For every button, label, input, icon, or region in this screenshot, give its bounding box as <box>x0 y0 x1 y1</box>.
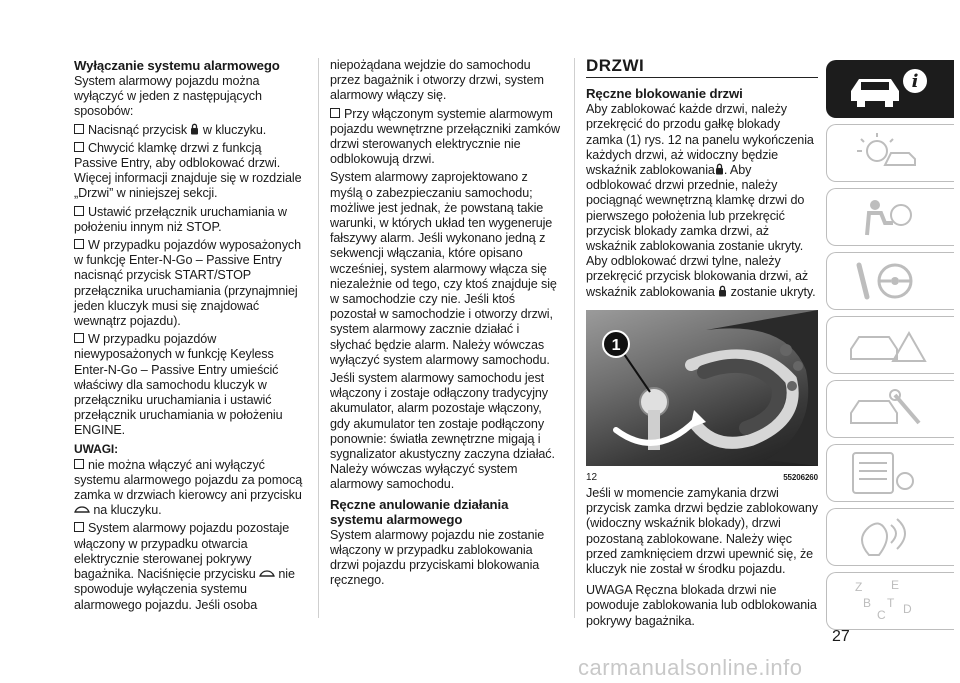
trunk-icon <box>259 569 275 579</box>
lock-indicator-icon <box>718 285 727 297</box>
bullet-item: Przy włączonym systemie alarmowym pojazdu wewnętrzne przełączniki zamków drzwi sterowanych elektrycznie nie odblokowują drzwi. <box>330 106 560 167</box>
tools-car-icon <box>845 387 935 431</box>
svg-text:B: B <box>863 596 872 610</box>
paragraph: Aby zablokować każde drzwi, należy przekręcić do przodu gałkę blokady zamka (1) rys. 12 na panelu wykończenia każdych drzwi, aż widoczny będzie wskaźnik zablokowania . Aby odblokować drzwi przednie, należy pociągnąć wewnętrzną klamkę drzwi do pierwszego położenia lub przekręcić przycisk blokady zamka drzwi, aż wskaźnik zablokowania zostanie ukryty. Aby odblokować drzwi tylne, należy przekręcić przycisk blokowania drzwi, aż wskaźnik zablokowania zostanie ukryty. <box>586 102 816 299</box>
figure-code: 55206260 <box>783 472 818 482</box>
trunk-icon <box>74 505 90 515</box>
bullet-square-icon <box>74 239 84 249</box>
warning-car-icon <box>845 323 935 367</box>
note-paragraph: UWAGA Ręczna blokada drzwi nie powoduje zablokowania lub odblokowania pokrywy bagażnika. <box>586 583 817 628</box>
lock-icon <box>190 123 199 135</box>
maintenance-list-icon <box>845 451 935 495</box>
chapter-tabs <box>826 60 954 636</box>
dashboard-lights-icon <box>845 131 935 175</box>
tab-emergency[interactable] <box>826 316 954 374</box>
paragraph: System alarmowy pojazdu nie zostanie włączony w przypadku zablokowania drzwi pojazdu przyciskami blokowania ręcznego. <box>330 527 545 588</box>
car-info-icon <box>845 67 935 111</box>
column-divider <box>574 58 575 618</box>
paragraph: niepożądana wejdzie do samochodu przez bagażnik i otworzy drzwi, system alarmowy włączy się. <box>330 58 544 103</box>
bullet-item: System alarmowy pojazdu pozostaje włączony w przypadku otwarcia elektrycznie sterowanej pokrywy bagażnika. Naciśnięcie przycisku nie spowoduje wyłączenia systemu alarmowego pojazdu. Jeśli osoba <box>74 521 295 612</box>
note-label: UWAGI: <box>74 441 119 456</box>
svg-text:D: D <box>903 602 912 616</box>
bullet-square-icon <box>74 206 84 216</box>
bullet-square-icon <box>74 142 84 152</box>
page-number: 27 <box>832 628 850 645</box>
tab-service[interactable] <box>826 380 954 438</box>
callout-number: 1 <box>611 336 621 354</box>
column-right <box>586 58 818 632</box>
tab-multimedia[interactable] <box>826 508 954 566</box>
index-abc-icon <box>845 579 935 623</box>
tab-index[interactable] <box>826 572 954 630</box>
paragraph: Jeśli system alarmowy samochodu jest włączony i zostaje odłączony tradycyjny akumulator, alarm pozostaje włączony, gdy akumulator ten zostaje podłączony ponownie: światła zewnętrzne migają i sygnalizator akustyczny zaczyna działać. Należy wówczas wyłączyć system alarmowy samochodu. <box>330 371 555 492</box>
watermark: carmanualsonline.info <box>578 655 803 680</box>
bullet-square-icon <box>74 124 84 134</box>
seatbelt-airbag-icon <box>845 195 935 239</box>
tab-dashboard[interactable] <box>826 124 954 182</box>
tab-driving[interactable] <box>826 252 954 310</box>
tab-vehicle-info[interactable] <box>826 60 954 118</box>
chapter-rule <box>586 77 818 78</box>
paragraph: Jeśli w momencie zamykania drzwi przycisk zamka drzwi będzie zablokowany (widoczny wskaźnik blokady), drzwi pozostaną zablokowane. Należy więc przed zamknięciem drzwi upewnić się, że kluczyk nie został w środku pojazdu. <box>586 486 818 577</box>
figure-caption <box>586 470 818 485</box>
steering-wheel-icon <box>845 259 935 303</box>
multimedia-icon <box>845 515 935 559</box>
svg-text:C: C <box>877 608 886 622</box>
svg-text:Z: Z <box>855 580 863 594</box>
paragraph: System alarmowy zaprojektowano z myślą o zabezpieczaniu samochodu; możliwe jest jednak, że powstaną takie warunki, w których układ ten wygeneruje fałszywy alarm. Jeśli wykonano jedną z sekwencji włączania, które opisano wcześniej, system alarmowy włącza się niezależnie od tego, czy ktoś znajduje się w samochodzie czy nie. Jeśli ktoś pozostał w samochodzie i otworzy drzwi, system alarmowy zacznie działać i słychać będzie alarm. Należy wówczas wyłączyć system alarmowy samochodu. <box>330 170 557 367</box>
svg-text:i: i <box>911 71 919 92</box>
tab-technical-data[interactable] <box>826 444 954 502</box>
bullet-item: W przypadku pojazdów niewyposażonych w funkcję Keyless Enter-N-Go – Passive Entry umieścić właściwy dla samochodu kluczyk w przełączniku uruchamiania i ustawić przełącznik uruchamiania w położeniu ENGINE. <box>74 332 283 438</box>
column-middle <box>330 58 562 592</box>
bullet-square-icon <box>74 459 84 469</box>
bullet-item: W przypadku pojazdów wyposażonych w funkcję Enter-N-Go – Passive Entry nacisnąć przycisk START/STOP przełącznika uruchamiania (przynajmniej jeden kluczyk musi się znajdować wewnątrz pojazdu). <box>74 238 302 329</box>
tab-safety[interactable] <box>826 188 954 246</box>
paragraph: System alarmowy pojazdu można wyłączyć w jeden z następujących sposobów: <box>74 74 262 119</box>
bullet-item: nie można włączyć ani wyłączyć systemu alarmowego pojazdu za pomocą zamka w drzwiach kierowcy ani przycisku na kluczyku. <box>74 457 303 518</box>
door-lock-photo <box>586 310 818 466</box>
section-heading: Ręczne blokowanie drzwi <box>586 86 743 102</box>
figure-number: 12 <box>586 471 597 483</box>
bullet-square-icon <box>330 108 340 118</box>
door-handle-illustration <box>586 310 818 466</box>
column-left <box>74 58 306 616</box>
bullet-item: Chwycić klamkę drzwi z funkcją Passive Entry, aby odblokować drzwi. Więcej informacji znajduje się w rozdziale „Drzwi” w niniejszej sekcji. <box>74 140 302 201</box>
column-divider <box>318 58 319 618</box>
bullet-square-icon <box>74 333 84 343</box>
bullet-square-icon <box>74 522 84 532</box>
bullet-item: Ustawić przełącznik uruchamiania w położeniu innym niż STOP. <box>74 204 287 234</box>
section-heading: Ręczne anulowanie działania systemu alarmowego <box>330 496 509 527</box>
svg-text:E: E <box>891 579 900 592</box>
section-heading: Wyłączanie systemu alarmowego <box>74 58 280 73</box>
bullet-item: Nacisnąć przycisk w kluczyku. <box>74 123 306 138</box>
svg-text:T: T <box>887 596 895 610</box>
lock-indicator-icon <box>715 163 724 175</box>
chapter-title: DRZWI <box>586 56 645 75</box>
